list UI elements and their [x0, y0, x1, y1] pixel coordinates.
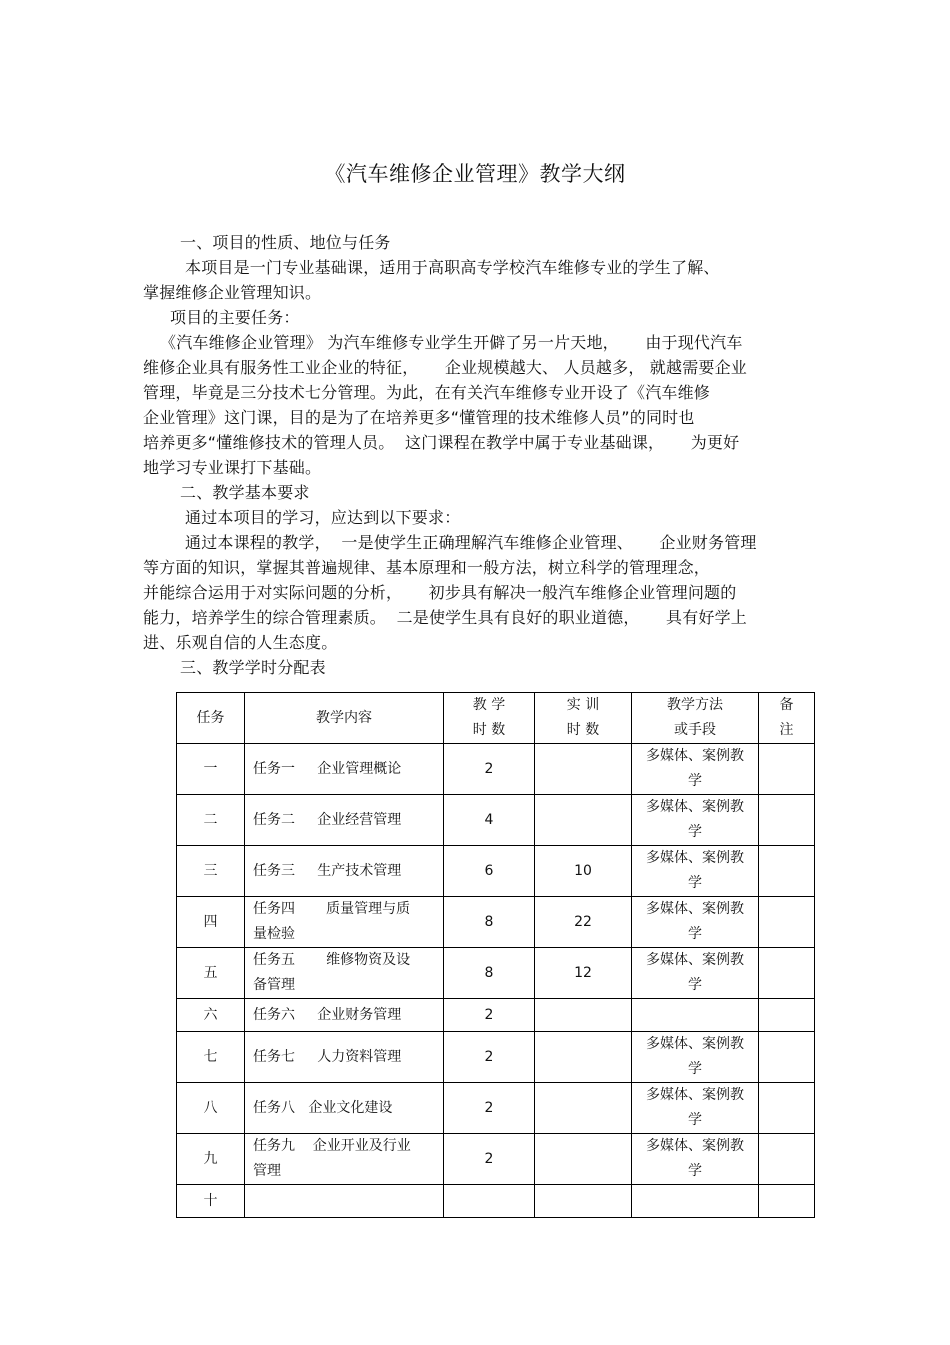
cell-method — [632, 948, 759, 999]
cell-method — [632, 1083, 759, 1134]
cell-method-text: 多媒体、案例教 — [646, 952, 744, 968]
cell-teach-hours — [444, 795, 535, 846]
cell-note — [759, 1185, 815, 1218]
cell-task-num — [177, 846, 245, 897]
cell-task-num-text: 八 — [203, 1099, 218, 1116]
paragraph-line: 等方面的知识，掌握其普遍规律、基本原理和一般方法，树立科学的管理理念， — [143, 558, 711, 577]
table-row — [177, 744, 815, 795]
cell-train-hours — [535, 744, 632, 795]
cell-teach-hours-text: 2 — [484, 1150, 494, 1167]
paragraph-line: 企业管理》这门课，目的是为了在培养更多“懂管理的技术维修人员”的同时也 — [143, 408, 695, 427]
cell-content — [245, 744, 444, 795]
cell-teach-hours — [444, 846, 535, 897]
cell-note — [759, 948, 815, 999]
cell-task-num-text: 四 — [203, 913, 218, 930]
cell-train-hours — [535, 1185, 632, 1218]
cell-teach-hours — [444, 999, 535, 1032]
cell-content-text: 任务五 维修物资及设 — [253, 952, 411, 968]
cell-train-hours-text: 10 — [574, 862, 592, 879]
cell-content-text: 量检验 — [253, 926, 295, 942]
cell-task-num — [177, 744, 245, 795]
cell-method-text: 学 — [688, 875, 702, 891]
table-row — [177, 1083, 815, 1134]
cell-task-num — [177, 1032, 245, 1083]
paragraph-line: 能力，培养学生的综合管理素质。 二是使学生具有良好的职业道德， 具有好学上 — [143, 608, 748, 627]
cell-content-text: 备管理 — [253, 977, 295, 993]
cell-train-hours — [535, 795, 632, 846]
cell-content — [245, 1185, 444, 1218]
cell-method — [632, 744, 759, 795]
header-content: 教学内容 — [245, 693, 444, 744]
cell-content-text: 任务八 企业文化建设 — [253, 1099, 393, 1116]
table-row — [177, 1134, 815, 1185]
table-row — [177, 948, 815, 999]
cell-method — [632, 846, 759, 897]
cell-note — [759, 846, 815, 897]
cell-content-text: 任务六 企业财务管理 — [253, 1006, 402, 1023]
cell-teach-hours — [444, 744, 535, 795]
cell-note — [759, 1134, 815, 1185]
cell-method-text: 学 — [688, 1163, 702, 1179]
cell-task-num — [177, 1134, 245, 1185]
cell-teach-hours — [444, 1032, 535, 1083]
cell-content — [245, 795, 444, 846]
cell-train-hours-text: 22 — [574, 913, 592, 930]
cell-teach-hours — [444, 948, 535, 999]
cell-content-text: 管理 — [253, 1163, 281, 1179]
cell-teach-hours-text: 6 — [484, 862, 494, 879]
cell-task-num-text: 六 — [203, 1006, 218, 1023]
paragraph-line: 培养更多“懂维修技术的管理人员。 这门课程在教学中属于专业基础课， 为更好 — [143, 433, 740, 452]
cell-task-num — [177, 999, 245, 1032]
cell-method — [632, 1185, 759, 1218]
cell-task-num-text: 七 — [203, 1048, 218, 1065]
cell-note — [759, 795, 815, 846]
header-train-hours: 实 训 时 数 — [535, 693, 632, 744]
cell-task-num-text: 二 — [203, 811, 218, 828]
cell-teach-hours-text: 2 — [484, 1048, 494, 1065]
header-task: 任务 — [177, 693, 245, 744]
cell-content-text: 任务三 生产技术管理 — [253, 862, 402, 879]
table-row — [177, 999, 815, 1032]
cell-content — [245, 1032, 444, 1083]
section-heading-3: 三、教学学时分配表 — [180, 658, 326, 677]
cell-task-num-text: 一 — [203, 760, 218, 777]
cell-note — [759, 1032, 815, 1083]
cell-train-hours — [535, 1134, 632, 1185]
table-row — [177, 897, 815, 948]
cell-task-num — [177, 948, 245, 999]
cell-method-text: 学 — [688, 926, 702, 942]
table-row — [177, 1032, 815, 1083]
cell-method-text: 多媒体、案例教 — [646, 1138, 744, 1154]
cell-task-num — [177, 1185, 245, 1218]
cell-method-text: 多媒体、案例教 — [646, 1087, 744, 1103]
paragraph-line: 管理，毕竟是三分技术七分管理。为此，在有关汽车维修专业开设了《汽车维修 — [143, 383, 711, 402]
section-heading-1: 一、项目的性质、地位与任务 — [180, 233, 391, 252]
cell-note — [759, 897, 815, 948]
cell-content-text: 任务九 企业开业及行业 — [253, 1138, 411, 1154]
cell-train-hours — [535, 1083, 632, 1134]
paragraph-line: 《汽车维修企业管理》 为汽车维修专业学生开僻了另一片天地， 由于现代汽车 — [160, 333, 743, 352]
cell-teach-hours-text: 4 — [484, 811, 494, 828]
paragraph-line: 地学习专业课打下基础。 — [143, 458, 322, 477]
table-row — [177, 1185, 815, 1218]
cell-content — [245, 897, 444, 948]
paragraph-line: 本项目是一门专业基础课，适用于高职高专学校汽车维修专业的学生了解、 — [185, 258, 720, 277]
cell-method-text: 多媒体、案例教 — [646, 1036, 744, 1052]
cell-train-hours-text: 12 — [574, 964, 592, 981]
cell-task-num-text: 十 — [203, 1192, 218, 1209]
cell-note — [759, 999, 815, 1032]
cell-teach-hours — [444, 1083, 535, 1134]
hours-allocation-table — [176, 692, 815, 1218]
cell-method — [632, 1032, 759, 1083]
cell-method — [632, 1134, 759, 1185]
header-note: 备 注 — [759, 693, 815, 744]
cell-task-num — [177, 1083, 245, 1134]
header-teach-hours: 教 学 时 数 — [444, 693, 535, 744]
cell-task-num-text: 三 — [203, 862, 218, 879]
cell-train-hours — [535, 948, 632, 999]
cell-teach-hours — [444, 897, 535, 948]
cell-teach-hours-text: 2 — [484, 1006, 494, 1023]
cell-method-text: 学 — [688, 977, 702, 993]
cell-note — [759, 1083, 815, 1134]
cell-teach-hours — [444, 1134, 535, 1185]
cell-method — [632, 897, 759, 948]
cell-task-num-text: 九 — [203, 1150, 218, 1167]
cell-content-text: 任务一 企业管理概论 — [253, 760, 402, 777]
header-method: 教学方法 或手段 — [632, 693, 759, 744]
cell-task-num — [177, 795, 245, 846]
cell-method-text: 学 — [688, 1061, 702, 1077]
section-heading-2: 二、教学基本要求 — [180, 483, 310, 502]
cell-content-text: 任务七 人力资料管理 — [253, 1048, 402, 1065]
table-header-row — [177, 693, 815, 744]
cell-teach-hours-text: 2 — [484, 760, 494, 777]
cell-method — [632, 999, 759, 1032]
cell-train-hours — [535, 1032, 632, 1083]
paragraph-line: 掌握维修企业管理知识。 — [143, 283, 322, 302]
paragraph-line: 通过本项目的学习，应达到以下要求： — [185, 508, 461, 527]
cell-content — [245, 1083, 444, 1134]
cell-content-text: 任务二 企业经营管理 — [253, 811, 402, 828]
table-row — [177, 795, 815, 846]
cell-content-text: 任务四 质量管理与质 — [253, 901, 411, 917]
cell-content — [245, 846, 444, 897]
paragraph-line: 进、乐观自信的人生态度。 — [143, 633, 338, 652]
document-title: 《汽车维修企业管理》教学大纲 — [324, 162, 626, 186]
cell-method-text: 多媒体、案例教 — [646, 901, 744, 917]
cell-content — [245, 948, 444, 999]
cell-train-hours — [535, 897, 632, 948]
cell-method-text: 多媒体、案例教 — [646, 799, 744, 815]
cell-teach-hours-text: 8 — [484, 964, 494, 981]
table-row — [177, 846, 815, 897]
cell-train-hours — [535, 999, 632, 1032]
cell-task-num — [177, 897, 245, 948]
tasks-heading: 项目的主要任务： — [170, 308, 300, 327]
paragraph-line: 通过本课程的教学， 一是使学生正确理解汽车维修企业管理、 企业财务管理 — [185, 533, 757, 552]
cell-content — [245, 999, 444, 1032]
cell-teach-hours — [444, 1185, 535, 1218]
cell-method-text: 多媒体、案例教 — [646, 850, 744, 866]
cell-content — [245, 1134, 444, 1185]
cell-method-text: 多媒体、案例教 — [646, 748, 744, 764]
cell-method-text: 学 — [688, 1112, 702, 1128]
paragraph-line: 并能综合运用于对实际问题的分析， 初步具有解决一般汽车维修企业管理问题的 — [143, 583, 737, 602]
cell-train-hours — [535, 846, 632, 897]
cell-teach-hours-text: 8 — [484, 913, 494, 930]
cell-teach-hours-text: 2 — [484, 1099, 494, 1116]
cell-task-num-text: 五 — [203, 964, 218, 981]
cell-method — [632, 795, 759, 846]
cell-method-text: 学 — [688, 773, 702, 789]
cell-method-text: 学 — [688, 824, 702, 840]
cell-note — [759, 744, 815, 795]
paragraph-line: 维修企业具有服务性工业企业的特征， 企业规模越大、 人员越多， 就越需要企业 — [143, 358, 748, 377]
